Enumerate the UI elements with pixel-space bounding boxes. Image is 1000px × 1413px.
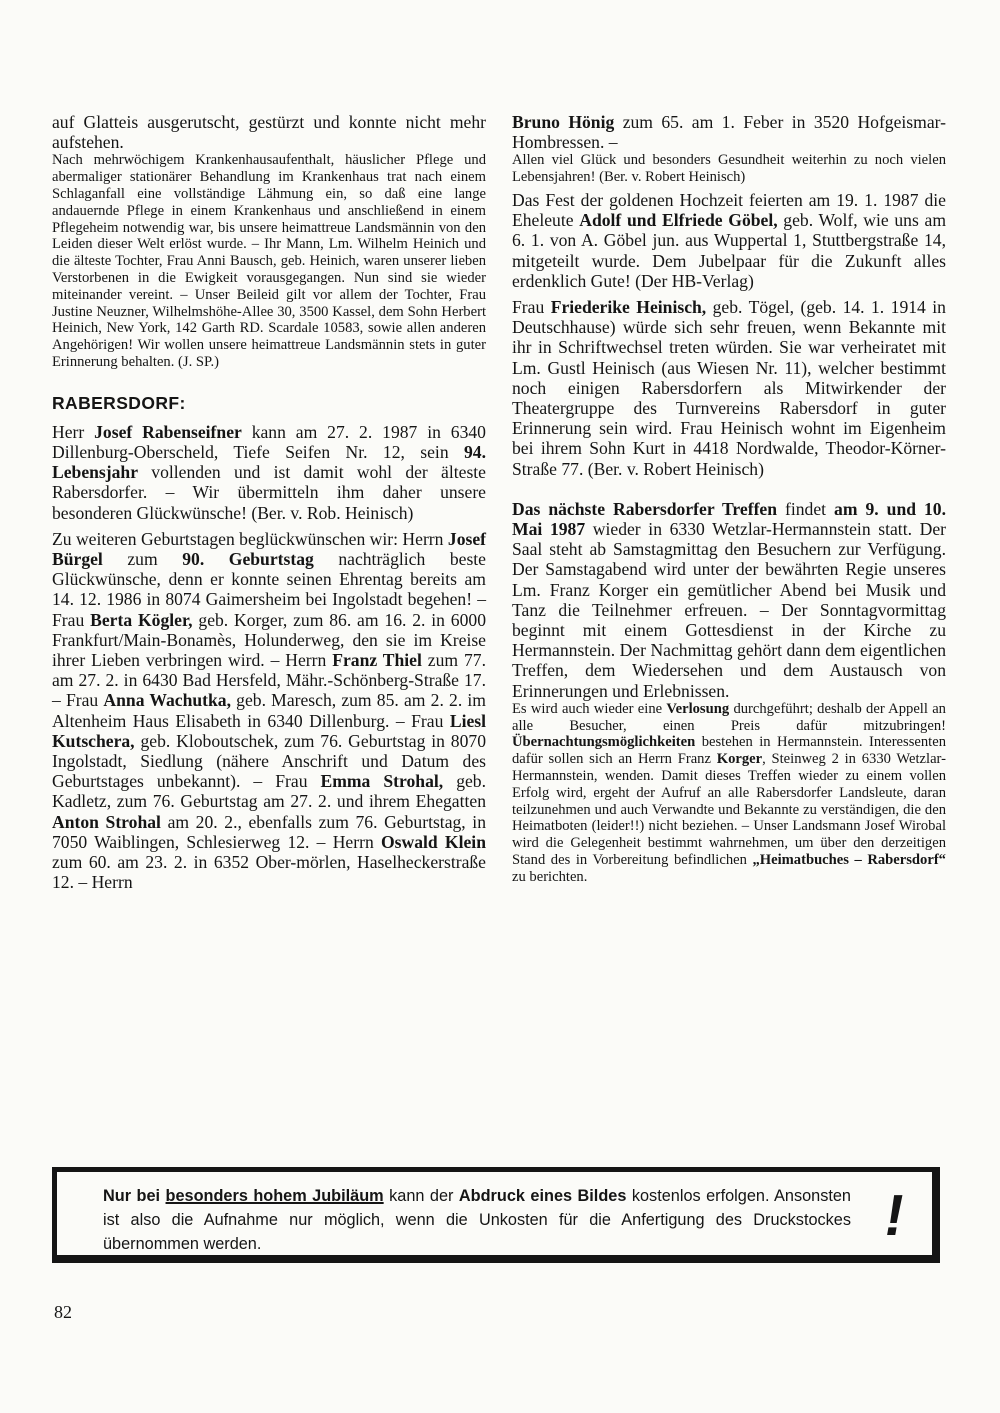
paragraph-rabenseifner: Herr Josef Rabenseifner kann am 27. 2. 1987 in 6340 Dillenburg-Oberscheld, Tiefe Seifen Nr. 12, sein 94. Lebensjahr vollenden und ist damit wohl der älteste Rabersdorfer. – Wir übermitteln ihm daher unsere besonderen Glückwünsche! (Ber. v. Rob. Heinisch): [52, 421, 486, 523]
paragraph-obituary: Nach mehrwöchigem Krankenhausaufenthalt, häuslicher Pflege und abermaliger stationärer Behandlung im Krankenhaus trat nach einem Schlaganfall eine vollständige Lähmung ein, so daß eine lange andauernde Pflege in einem Krankenhaus und anschließend in einem Pflegeheim notwendig war, bis unsere heimattreue Landsmännin von den Leiden dieser Welt erlöst wurde. – Ihr Mann, Lm. Wilhelm Heinich und die älteste Tochter, Frau Anni Bausch, geb. Heinich, waren unserer lieben Verstorbenen in die Ewigkeit vorausgegangen. Nun sind sie wieder miteinander vereint. – Unser Beileid gilt vor allem der Tochter, Frau Justine Neuzner, Wilhelmshöhe-Allee 30, 3500 Kassel, dem Sohn Herbert Heinich, New York, 142 Garth RD. Scardale 10583, sowie allen anderen Angehörigen! Wir wollen unsere heimattreue Landsmännin stets in guter Erinnerung behalten. (J. SP.): [52, 152, 486, 370]
paragraph-golden-wedding: Das Fest der goldenen Hochzeit feierten am 19. 1. 1987 die Eheleute Adolf und Elfriede Göbel, geb. Wolf, wie uns am 6. 1. von A. Göbel jun. aus Wuppertal 1, Stuttbergstraße 14, mitgeteilt wurde. Dem Jubelpaar für die Zukunft alles erdenklich Gute! (Der HB-Verlag): [512, 190, 946, 291]
paragraph-heinisch: Frau Friederike Heinisch, geb. Tögel, (geb. 14. 1. 1914 in Deutschhause) würde sich sehr freuen, wenn Bekannte mit ihr in Schriftwechsel treten würden. Sie war verheiratet mit Lm. Gustl Heinisch (aus Wiesen Nr. 11), welcher bestimmt noch einigen Rabersdorfern als Mitwirkender der Theatergruppe des Turnvereins Rabersdorf in guter Erinnerung sein wird. Frau Heinisch wohnt im Eigenheim bei ihrem Sohn Kurt in 4418 Nordwalde, Theodor-Körner-Straße 77. (Ber. v. Robert Heinisch): [512, 297, 946, 479]
paragraph-hoenig: Bruno Hönig zum 65. am 1. Feber in 3520 Hofgeismar-Hombressen. –: [512, 112, 947, 153]
exclamation-mark: !: [879, 1183, 910, 1248]
paragraph-continuation: auf Glatteis ausgerutscht, gestürzt und konnte nicht mehr aufstehen.: [52, 112, 486, 153]
right-column: [512, 112, 946, 890]
left-column: [52, 112, 486, 898]
page-number: 82: [54, 1302, 72, 1322]
section-heading-rabersdorf: RABERSDORF:: [52, 392, 186, 413]
paragraph-raffle: Es wird auch wieder eine Verlosung durchgeführt; deshalb der Appell an alle Besucher, einen Preis dafür mitzubringen! Übernachtungsmöglichkeiten bestehen in Hermannstein. Interessenten dafür sollen sich an Herrn Franz Korger, Steinweg 2 in 6330 Wetzlar-Hermannstein, wenden. Damit dieses Treffen wieder zu einem vollen Erfolg wird, ergeht der Aufruf an alle Rabersdorfer Landsleute, daran teilzunehmen und auch Verwandte und Bekannte zu verständigen, die den Heimatboten (leider!!) nicht beziehen. – Unser Landsmann Josef Wirobal wird die Gelegenheit bestimmt wahrnehmen, um über den derzeitigen Stand des in Vorbereitung befindlichen „Heimatbuches – Rabersdorf“ zu berichten.: [512, 700, 946, 885]
paragraph-meeting: Das nächste Rabersdorfer Treffen findet am 9. und 10. Mai 1987 wieder in 6330 Wetzlar-Hermannstein statt. Der Saal steht ab Samstagmittag den Besuchern zur Verfügung. Der Samstagabend wird unter der bewährten Regie unseres Lm. Franz Korger ein gemütlicher Abend bei Musik und Tanz die Teilnehmer erfreuen. – Der Sonntagvormittag beginnt mit einem Gottesdienst in der Kirche zu Hermannstein. Der Nachmittag gehört dann dem eigentlichen Treffen, dem Wiedersehen und dem Austausch von Erinnerungen und Erlebnissen.: [512, 498, 946, 701]
paragraph-birthdays: Zu weiteren Geburtstagen beglückwünschen wir: Herrn Josef Bürgel zum 90. Geburtstag nachträglich beste Glückwünsche, denn er konnte seinen Ehrentag bereits am 14. 12. 1986 in 8074 Gaimersheim bei Ingolstadt begehen! – Frau Berta Kögler, geb. Korger, zum 86. am 16. 2. in 6000 Frankfurt/Main-Bonamès, Holunderweg, den sie im Kreise ihrer Lieben verbringen wird. – Herrn Franz Thiel zum 77. am 27. 2. in 6430 Bad Hersfeld, Mähr.-Schönberg-Straße 17. – Frau Anna Wachutka, geb. Maresch, zum 85. am 2. 2. im Altenheim Haus Elisabeth in 6340 Dillenburg. – Frau Liesl Kutschera, geb. Kloboutschek, zum 76. Geburtstag in 8070 Ingolstadt, Siedlung (nähere Anschrift und Datum des Geburtstages unbekannt). – Frau Emma Strohal, geb. Kadletz, zum 76. Geburtstag am 27. 2. und ihrem Ehegatten Anton Strohal am 20. 2., ebenfalls zum 76. Geburtstag, in 7050 Waiblingen, Schlesierweg 12. – Herrn Oswald Klein zum 60. am 23. 2. in 6352 Ober-mörlen, Haselheckerstraße 12. – Herrn: [52, 528, 487, 893]
paragraph-wishes: Allen viel Glück und besonders Gesundheit weiterhin zu noch vielen Lebensjahren! (Ber. v. Robert Heinisch): [512, 152, 946, 186]
notice-text: Nur bei besonders hohem Jubiläum kann der Abdruck eines Bildes kostenlos erfolgen. Ansonsten ist also die Aufnahme nur möglich, wenn die Unkosten für die Anfertigung des Druckstockes übernommen werden.: [103, 1187, 851, 1253]
notice-box: [52, 1167, 940, 1263]
